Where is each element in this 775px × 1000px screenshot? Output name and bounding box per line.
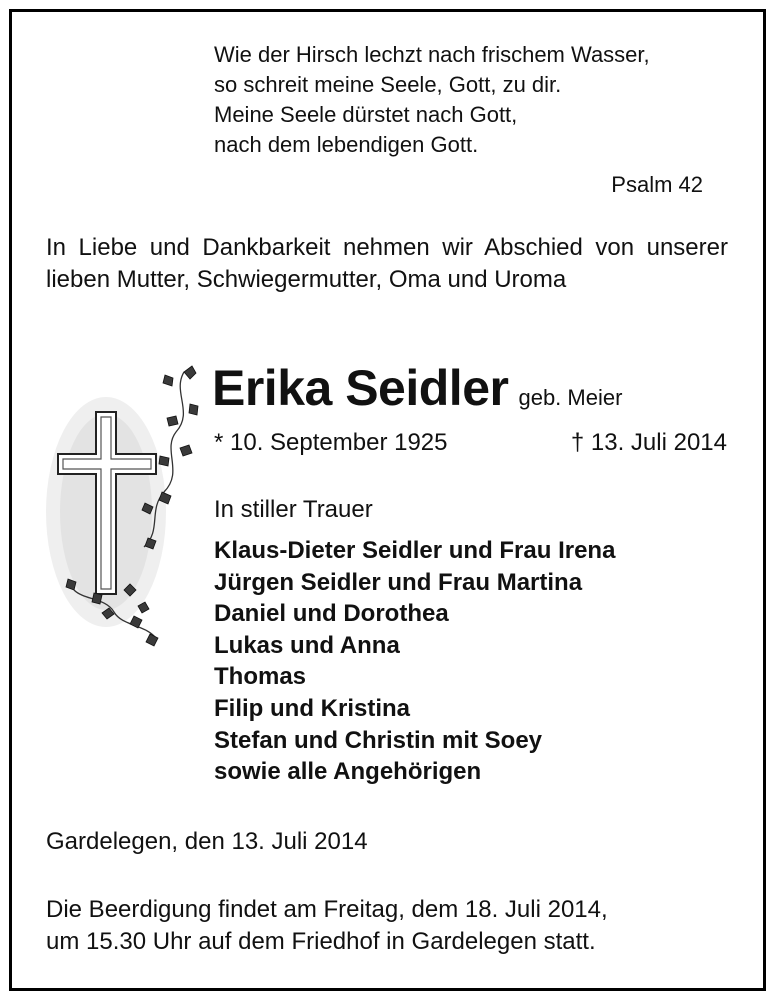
psalm-line: Meine Seele dürstet nach Gott, [214,102,518,127]
psalm-reference: Psalm 42 [611,172,703,197]
mourner-entry: Lukas und Anna [214,631,400,659]
funeral-info [46,894,728,958]
mourner-entry: Jürgen Seidler und Frau Martina [214,568,583,596]
cross-with-ivy-icon [44,362,204,652]
deceased-name-line [212,358,622,418]
mourner-entry: Klaus-Dieter Seidler und Frau Irena [214,537,616,564]
psalm-line: nach dem lebendigen Gott. [214,132,479,157]
mourners-list [214,535,615,788]
mourner-entry: Thomas [214,663,307,691]
mourning-label: In stiller Trauer [214,496,373,523]
funeral-line: Die Beerdigung findet am Freitag, dem 18. Juli 2014, [46,896,608,923]
mourner-entry: Filip und Kristina [214,694,410,722]
mourner-entry: Stefan und Christin mit Soey [214,726,543,754]
deceased-name: Erika Seidler [212,360,509,416]
place-date: Gardelegen, den 13. Juli 2014 [46,828,368,855]
psalm-line: Wie der Hirsch lechzt nach frischem Wasser, [214,42,650,67]
psalm-quote [214,40,650,160]
mourner-entry: sowie alle Angehörigen [214,758,482,786]
funeral-line: um 15.30 Uhr auf dem Friedhof in Gardelegen statt. [46,928,596,955]
maiden-name: geb. Meier [518,385,623,410]
intro-text: In Liebe und Dankbarkeit nehmen wir Abschied von unserer lieben Mutter, Schwiegermutter, Oma und Uroma [46,234,728,293]
death-date: † 13. Juli 2014 [570,429,727,456]
psalm-line: so schreit meine Seele, Gott, zu dir. [214,72,562,97]
birth-date: * 10. September 1925 [214,429,448,456]
mourner-entry: Daniel und Dorothea [214,600,449,628]
